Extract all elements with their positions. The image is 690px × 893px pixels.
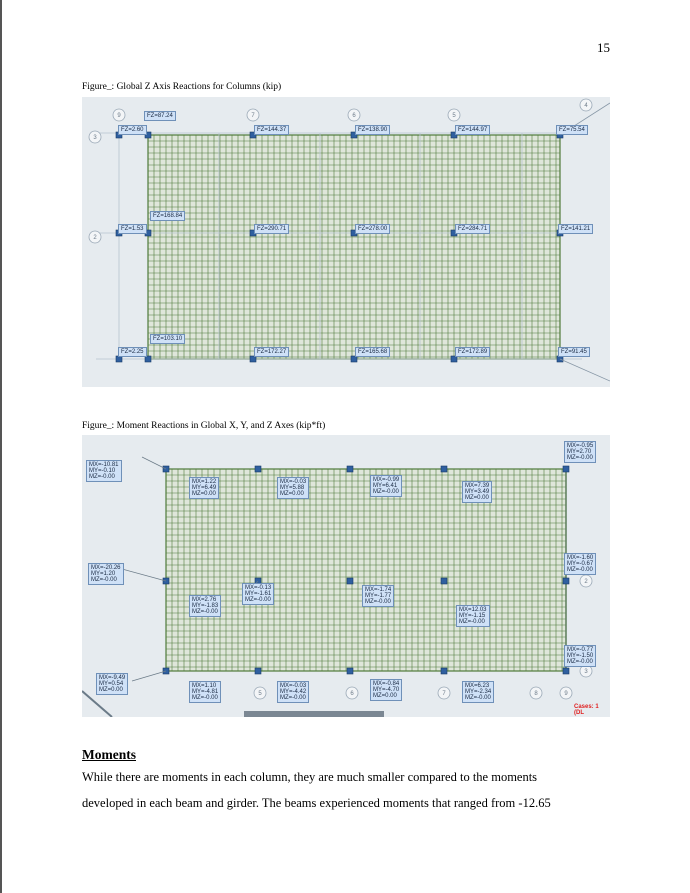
support-node xyxy=(441,578,447,584)
fz-label: FZ=168.84 xyxy=(150,211,185,221)
grid-bubble-label: 9 xyxy=(117,113,121,119)
support-node xyxy=(563,668,569,674)
fz-label: FZ=138.90 xyxy=(355,125,390,135)
fz-label: FZ=141.21 xyxy=(558,224,593,234)
edge-line xyxy=(560,359,610,381)
support-node xyxy=(347,578,353,584)
moment-label: MX=2.76 MY=-1.83 MZ=-0.00 xyxy=(189,595,221,617)
moment-label: MX=6.23 MY=-2.34 MZ=-0.00 xyxy=(462,681,494,703)
grid-bubble-label: 2 xyxy=(93,235,97,241)
fz-label: FZ=75.54 xyxy=(556,125,588,135)
fz-label: FZ=103.10 xyxy=(150,334,185,344)
fz-label: FZ=1.53 xyxy=(118,224,147,234)
figure2-caption: Figure_: Moment Reactions in Global X, Y, and Z Axes (kip*ft) xyxy=(82,421,326,431)
grid-bubble-label: 6 xyxy=(352,113,356,119)
section-heading: Moments xyxy=(82,747,136,762)
moment-label: MX=-10.81 MY=-0.10 MZ=-0.00 xyxy=(86,460,122,482)
grid-bubble-label: 9 xyxy=(564,691,568,697)
figure2-screenshot xyxy=(82,435,610,717)
moment-label: MX=-0.99 MY=6.41 MZ=-0.00 xyxy=(370,475,402,497)
fz-label: FZ=172.27 xyxy=(254,347,289,357)
support-node xyxy=(255,668,261,674)
figure1-screenshot xyxy=(82,97,610,387)
moment-label: MX=-0.84 MY=-4.70 MZ=0.00 xyxy=(370,679,402,701)
support-node xyxy=(563,578,569,584)
leader-line xyxy=(132,671,166,681)
body-line-1: While there are moments in each column, they are much smaller compared to the moments xyxy=(82,770,538,784)
grid-bubble-label: 8 xyxy=(534,691,538,697)
grid-bubble-label: 6 xyxy=(350,691,354,697)
moment-label: MX=-0.03 MY=-4.42 MZ=-0.00 xyxy=(277,681,309,703)
moment-label: MX=12.03 MY=-1.15 MZ=-0.00 xyxy=(456,605,490,627)
support-node xyxy=(347,668,353,674)
leader-line xyxy=(122,569,166,581)
moment-label: MX=-0.95 MY=2.70 MZ=-0.00 xyxy=(564,441,596,463)
grid-bubble-label: 5 xyxy=(258,691,262,697)
support-node xyxy=(563,466,569,472)
moment-label: MX=1.10 MY=-4.81 MZ=-0.00 xyxy=(189,681,221,703)
moment-label: MX=-0.13 MY=-1.61 MZ=-0.00 xyxy=(242,583,274,605)
grid-bubble-label: 5 xyxy=(452,113,456,119)
fz-label: FZ=2.60 xyxy=(118,125,147,135)
fz-label: FZ=165.68 xyxy=(355,347,390,357)
grid-bubble-label: 7 xyxy=(251,113,255,119)
fz-label: FZ=284.71 xyxy=(455,224,490,234)
grid-bubble-label: 4 xyxy=(584,103,588,109)
support-node xyxy=(441,668,447,674)
page-border xyxy=(0,0,2,893)
fz-label: FZ=87.24 xyxy=(144,111,176,121)
grid-bubble-label: 2 xyxy=(584,579,588,585)
moment-label: MX=-0.77 MY=-1.50 MZ=-0.00 xyxy=(564,645,596,667)
support-node xyxy=(441,466,447,472)
grid-bubble-label: 7 xyxy=(442,691,446,697)
status-strip xyxy=(244,711,384,717)
fz-label: FZ=144.97 xyxy=(455,125,490,135)
moment-label: MX=-0.03 MY=5.88 MZ=0.00 xyxy=(277,477,309,499)
fz-label: FZ=2.25 xyxy=(118,347,147,357)
moment-label: MX=7.39 MY=3.49 MZ=0.00 xyxy=(462,481,492,503)
fz-label: FZ=172.89 xyxy=(455,347,490,357)
slab-area xyxy=(148,135,560,359)
moment-label: MX=-20.26 MY=1.20 MZ=-0.00 xyxy=(88,563,124,585)
fz-label: FZ=144.37 xyxy=(254,125,289,135)
grid-bubble-label: 3 xyxy=(584,669,588,675)
fz-label: FZ=91.45 xyxy=(558,347,590,357)
moment-label: MX=1.22 MY=6.49 MZ=0.00 xyxy=(189,477,219,499)
moment-label: MX=-1.74 MY=-1.77 MZ=-0.00 xyxy=(362,585,394,607)
support-node xyxy=(255,466,261,472)
leader-line xyxy=(142,457,166,469)
grid-bubble-label: 3 xyxy=(93,135,97,141)
moment-label: MX=-1.60 MY=-0.67 MZ=-0.00 xyxy=(564,553,596,575)
figure1-caption: Figure_: Global Z Axis Reactions for Columns (kip) xyxy=(82,82,282,92)
figure2-mesh xyxy=(82,435,610,717)
cases-label: Cases: 1 (DL xyxy=(574,704,599,716)
support-node xyxy=(347,466,353,472)
fz-label: FZ=278.00 xyxy=(355,224,390,234)
page-number: 15 xyxy=(597,40,610,55)
fz-label: FZ=290.71 xyxy=(254,224,289,234)
moment-label: MX=-9.49 MY=0.54 MZ=0.00 xyxy=(96,673,128,695)
body-line-2: developed in each beam and girder. The beams experienced moments that ranged from -12.65 xyxy=(82,796,551,810)
